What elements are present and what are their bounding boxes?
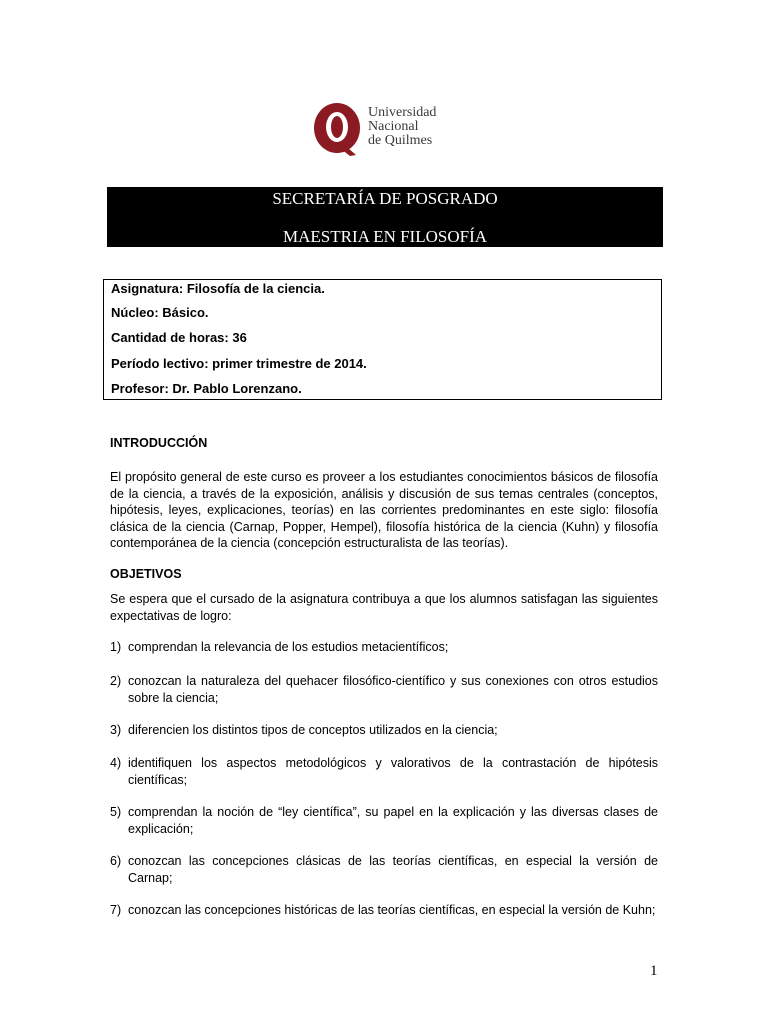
logo-line-1: Universidad	[368, 105, 437, 120]
info-horas: Cantidad de horas: 36	[111, 330, 247, 345]
objectives-heading: OBJETIVOS	[110, 567, 182, 581]
item-text: diferencien los distintos tipos de conceptos utilizados en la ciencia;	[128, 723, 498, 737]
course-info-box	[103, 279, 662, 400]
objectives-lead: Se espera que el cursado de la asignatura contribuya a que los alumnos satisfagan las siguientes expectativas de logro:	[110, 592, 658, 623]
info-asignatura: Asignatura: Filosofía de la ciencia.	[111, 281, 325, 296]
item-text: conozcan las concepciones históricas de las teorías científicas, en especial la versión de Kuhn;	[128, 903, 656, 917]
item-number: 2)	[110, 674, 122, 688]
header-band	[107, 187, 663, 247]
item-number: 1)	[110, 640, 122, 654]
item-text: conozcan la naturaleza del quehacer filosófico-científico y sus conexiones con otros estudios sobre la ciencia;	[128, 674, 658, 705]
item-number: 3)	[110, 723, 122, 737]
intro-paragraph: El propósito general de este curso es proveer a los estudiantes conocimientos básicos de filosofía de la ciencia, a través de la exposición, análisis y discusión de sus temas centrales (conceptos, hipótesis, leyes, explicaciones, teorías) en las corrientes predominantes en este siglo: filosofía clásica de la ciencia (Carnap, Popper, Hempel), filosofía histórica de la ciencia (Kuhn) y filosofía contemporánea de la ciencia (concepción estructuralista de las teorías).	[110, 470, 658, 550]
header-secretaria: SECRETARÍA DE POSGRADO	[272, 189, 498, 208]
header-maestria: MAESTRIA EN FILOSOFÍA	[282, 227, 488, 246]
intro-heading: INTRODUCCIÓN	[110, 436, 208, 450]
item-text: identifiquen los aspectos metodológicos y valorativos de la contrastación de hipótesis científicas;	[128, 756, 658, 787]
page-number: 1	[650, 963, 658, 979]
item-text: conozcan las concepciones clásicas de las teorías científicas, en especial la versión de Carnap;	[128, 854, 658, 885]
logo-line-2: Nacional	[368, 119, 419, 134]
quilmes-q-icon	[312, 101, 362, 157]
logo-wordmark	[368, 106, 468, 148]
university-logo	[312, 101, 462, 157]
item-number: 6)	[110, 854, 122, 868]
item-text: comprendan la noción de “ley científica”, su papel en la explicación y las diversas clases de explicación;	[128, 805, 658, 836]
info-nucleo: Núcleo: Básico.	[111, 305, 209, 320]
logo-line-3: de Quilmes	[368, 133, 433, 148]
item-number: 4)	[110, 756, 122, 770]
info-periodo: Período lectivo: primer trimestre de 2014.	[111, 356, 367, 371]
item-number: 7)	[110, 903, 122, 917]
item-text: comprendan la relevancia de los estudios metacientíficos;	[128, 640, 449, 654]
item-number: 5)	[110, 805, 122, 819]
info-profesor: Profesor: Dr. Pablo Lorenzano.	[111, 381, 302, 396]
